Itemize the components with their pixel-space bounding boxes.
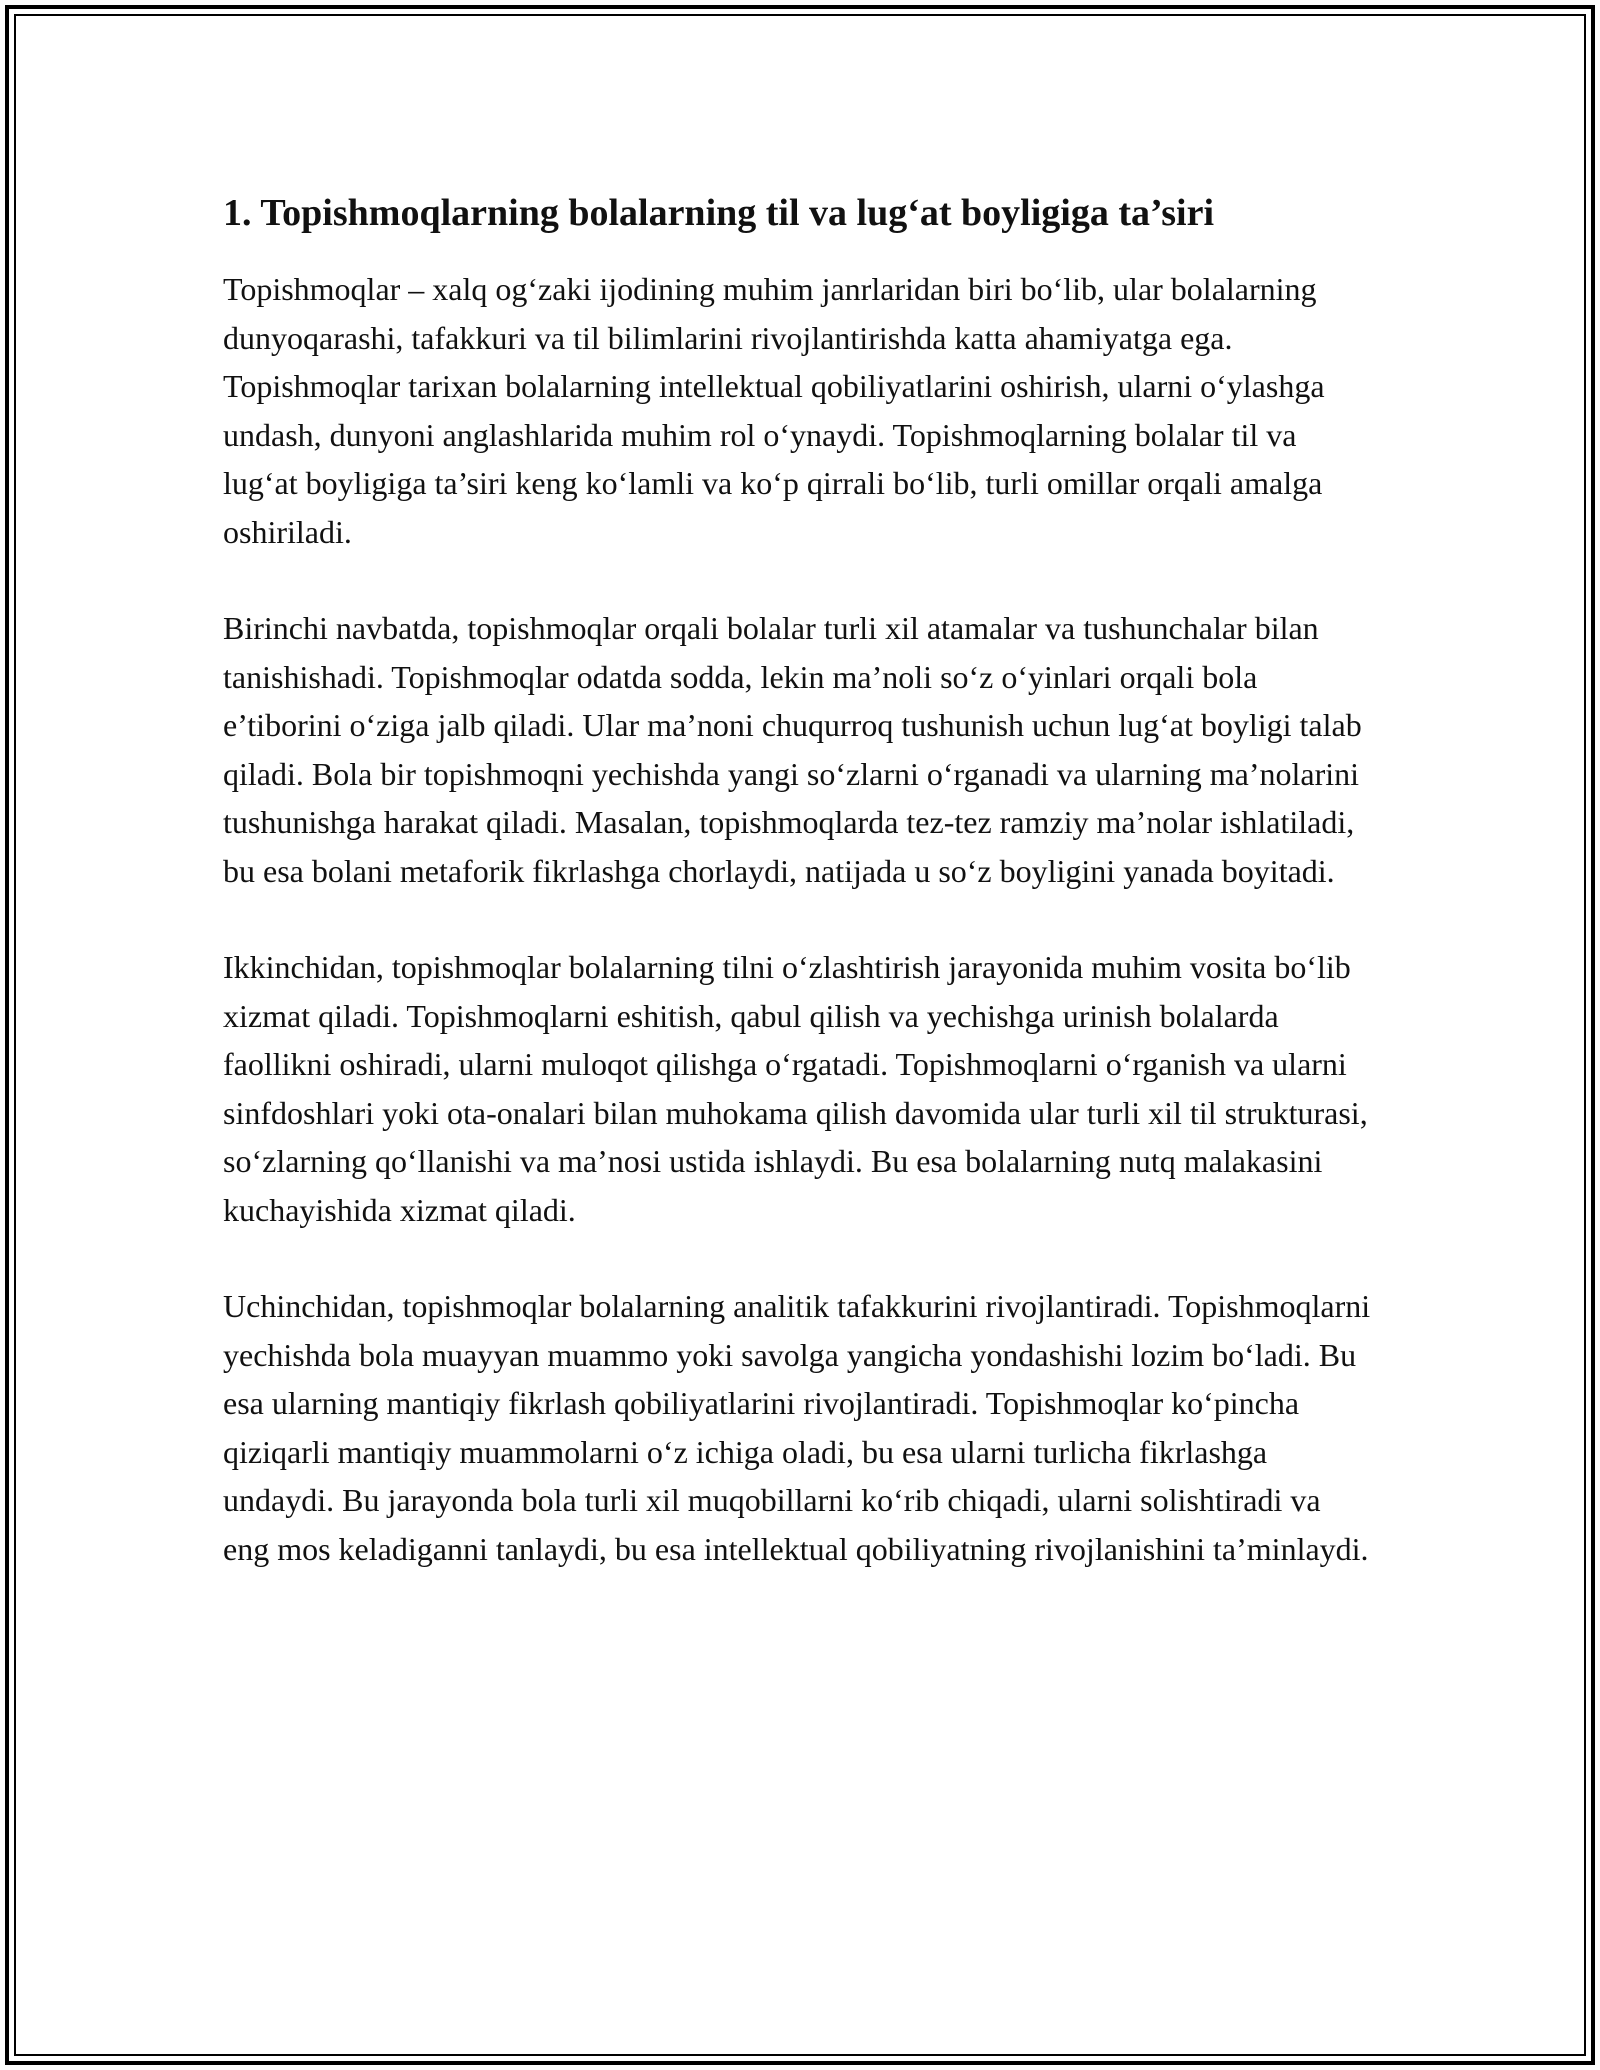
paragraph-introduction: Topishmoqlar – xalq og‘zaki ijodining muhim janrlaridan biri bo‘lib, ular bolalarning dunyoqarashi, tafakkuri va til bilimlarini rivojlantirishda katta ahamiyatga ega. Topishmoqlar tarixan bolalarning intellektual qobiliyatlarini oshirish, ularni o‘ylashga undash, dunyoni anglashlarida muhim rol o‘ynaydi. Topishmoqlarning bolalar til va lug‘at boyligiga ta’siri keng ko‘lamli va ko‘p qirrali bo‘lib, turli omillar orqali amalga oshiriladi. — [223, 271, 1325, 550]
document-body — [223, 187, 1373, 1621]
paragraph-second-point: Ikkinchidan, topishmoqlar bolalarning tilni o‘zlashtirish jarayonida muhim vosita bo‘lib xizmat qiladi. Topishmoqlarni eshitish, qabul qilish va yechishga urinish bolalarda faollikni oshiradi, ularni muloqot qilishga o‘rgatadi. Topishmoqlarni o‘rganish va ularni sinfdoshlari yoki ota-onalari bilan muhokama qilish davomida ular turli xil til strukturasi, so‘zlarning qo‘llanishi va ma’nosi ustida ishlaydi. Bu esa bolalarning nutq malakasini kuchayishida xizmat qiladi. — [223, 949, 1368, 1228]
paragraph-third-point: Uchinchidan, topishmoqlar bolalarning analitik tafakkurini rivojlantiradi. Topishmoqlarni yechishda bola muayyan muammo yoki savolga yangicha yondashishi lozim bo‘ladi. Bu esa ularning mantiqiy fikrlash qobiliyatlarini rivojlantiradi. Topishmoqlar ko‘pincha qiziqarli mantiqiy muammolarni o‘z ichiga oladi, bu esa ularni turlicha fikrlashga undaydi. Bu jarayonda bola turli xil muqobillarni ko‘rib chiqadi, ularni solishtiradi va eng mos keladiganni tanlaydi, bu esa intellektual qobiliyatning rivojlanishini ta’minlaydi. — [223, 1288, 1371, 1567]
section-heading: 1. Topishmoqlarning bolalarning til va lug‘at boyligiga ta’siri — [223, 192, 1215, 234]
paragraph-first-point: Birinchi navbatda, topishmoqlar orqali bolalar turli xil atamalar va tushunchalar bilan tanishishadi. Topishmoqlar odatda sodda, lekin ma’noli so‘z o‘yinlari orqali bola e’tiborini o‘ziga jalb qiladi. Ular ma’noni chuqurroq tushunish uchun lug‘at boyligi talab qiladi. Bola bir topishmoqni yechishda yangi so‘zlarni o‘rganadi va ularning ma’nolarini tushunishga harakat qiladi. Masalan, topishmoqlarda tez-tez ramziy ma’nolar ishlatiladi, bu esa bolani metaforik fikrlashga chorlaydi, natijada u so‘z boyligini yanada boyitadi. — [223, 610, 1362, 889]
